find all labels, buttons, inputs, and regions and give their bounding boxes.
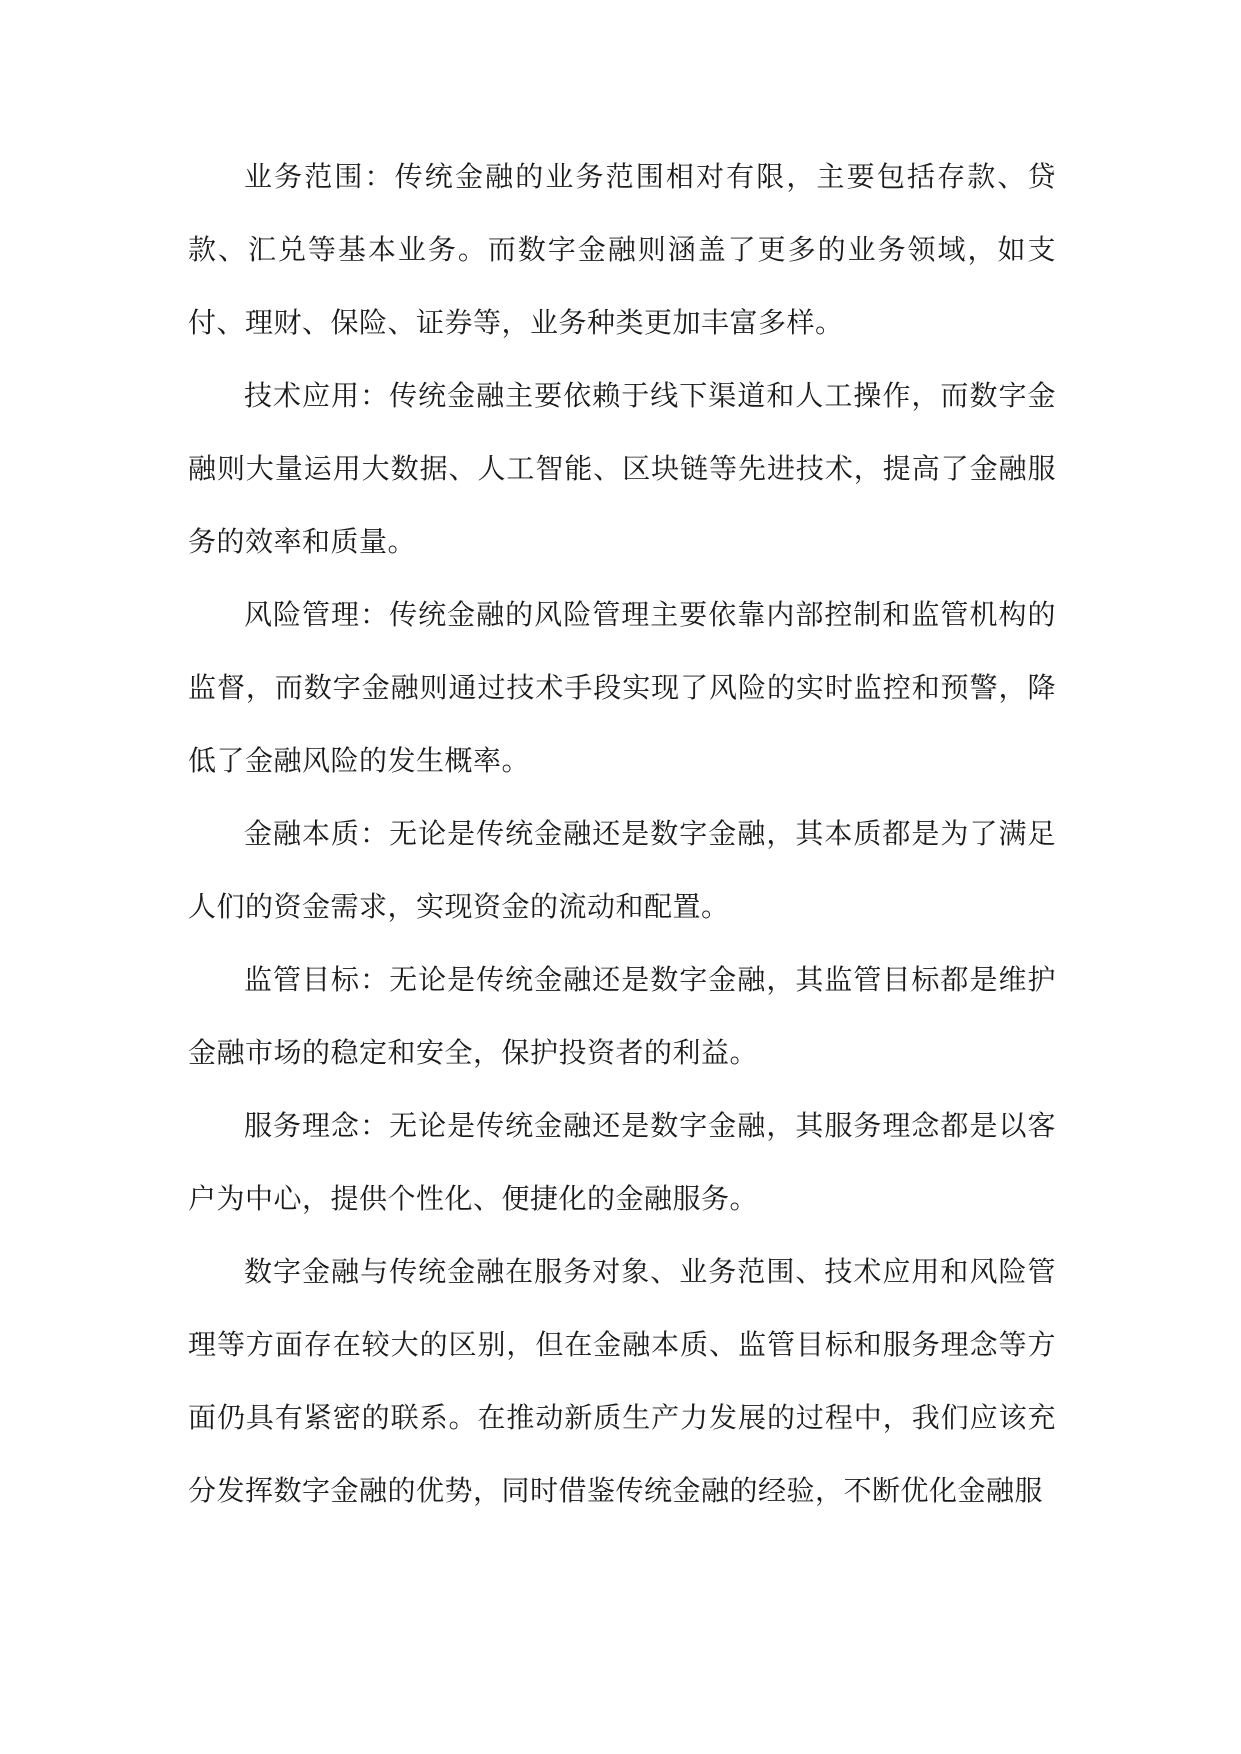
paragraph-regulatory-goals: 监管目标：无论是传统金融还是数字金融，其监管目标都是维护金融市场的稳定和安全，保护投资者的利益。	[188, 963, 1056, 1069]
paragraph-service-philosophy: 服务理念：无论是传统金融还是数字金融，其服务理念都是以客户为中心，提供个性化、便捷化的金融服务。	[188, 1109, 1056, 1215]
paragraph-risk-management: 风险管理：传统金融的风险管理主要依靠内部控制和监管机构的监督，而数字金融则通过技术手段实现了风险的实时监控和预警，降低了金融风险的发生概率。	[188, 598, 1056, 777]
paragraph-financial-essence: 金融本质：无论是传统金融还是数字金融，其本质都是为了满足人们的资金需求，实现资金的流动和配置。	[188, 817, 1056, 923]
paragraph-conclusion: 数字金融与传统金融在服务对象、业务范围、技术应用和风险管理等方面存在较大的区别，但在金融本质、监管目标和服务理念等方面仍具有紧密的联系。在推动新质生产力发展的过程中，我们应该充分发挥数字金融的优势，同时借鉴传统金融的经验，不断优化金融服	[188, 1255, 1056, 1507]
paragraph-business-scope: 业务范围：传统金融的业务范围相对有限，主要包括存款、贷款、汇兑等基本业务。而数字金融则涵盖了更多的业务领域，如支付、理财、保险、证券等，业务种类更加丰富多样。	[188, 160, 1056, 339]
document-body	[188, 140, 1056, 1527]
paragraph-technology-application: 技术应用：传统金融主要依赖于线下渠道和人工操作，而数字金融则大量运用大数据、人工智能、区块链等先进技术，提高了金融服务的效率和质量。	[188, 379, 1056, 558]
